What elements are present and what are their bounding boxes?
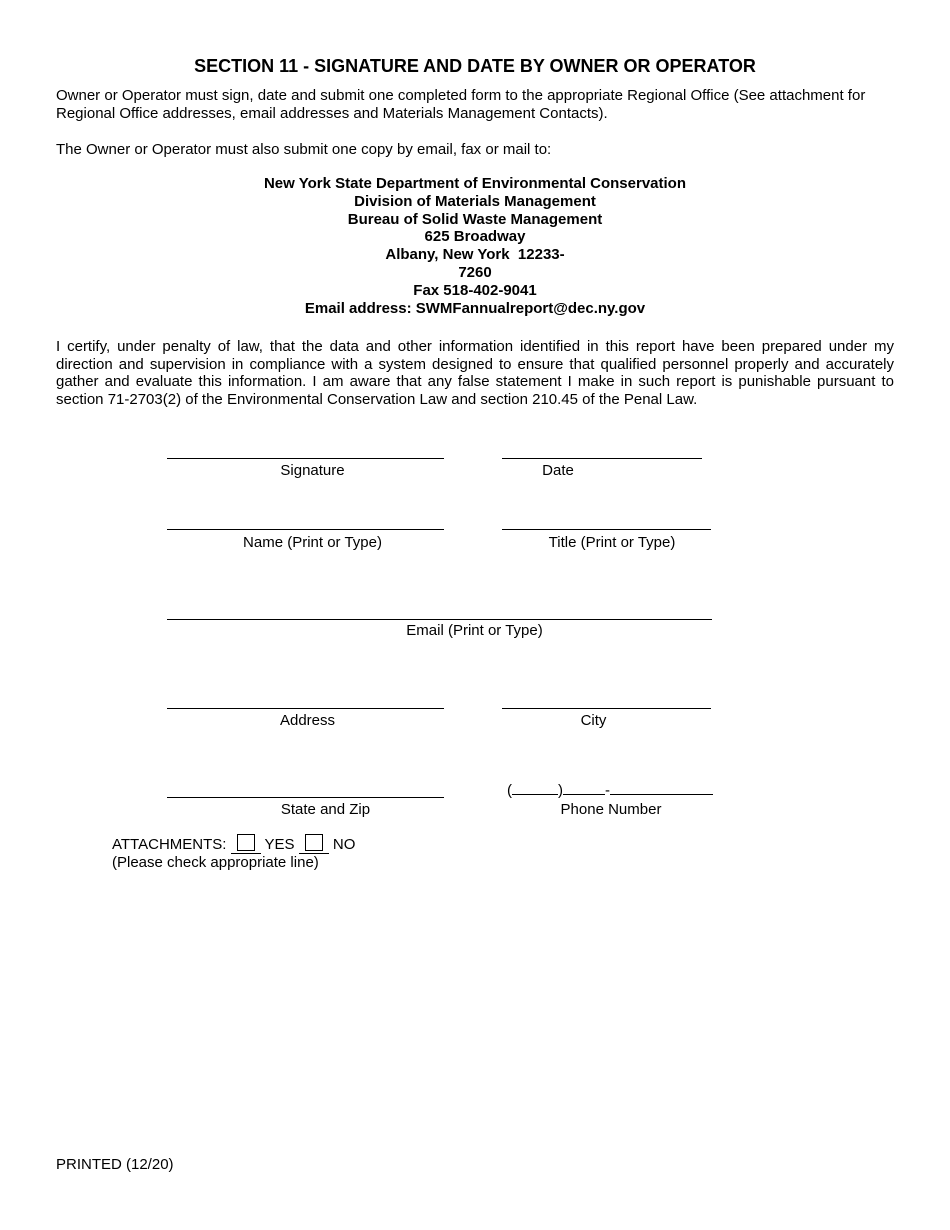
certification-statement: I certify, under penalty of law, that the data and other information identified in this report have been prepared under my direction and supervision in compliance with a system designed to ensure that qualified personnel properly and accurately gather and evaluate this information. I am aware that any false statement I make in such report is punishable pursuant to section 71-2703(2) of the Environmental Conservation Law and section 210.45 of the Penal Law. <box>56 338 894 408</box>
name-label: Name (Print or Type) <box>243 534 382 551</box>
date-line[interactable] <box>502 458 702 459</box>
city-label: City <box>580 712 607 729</box>
title-label: Title (Print or Type) <box>548 534 676 551</box>
submit-copy-instruction: The Owner or Operator must also submit one copy by email, fax or mail to: <box>56 141 552 158</box>
no-label: NO <box>332 836 356 853</box>
state-zip-line[interactable] <box>167 797 444 798</box>
attachments-row <box>112 834 355 854</box>
no-checkbox[interactable] <box>305 834 323 851</box>
printed-date-footer: PRINTED (12/20) <box>56 1156 174 1173</box>
email-line[interactable] <box>167 619 712 620</box>
address-street: 625 Broadway <box>424 228 526 246</box>
address-fax: Fax 518-402-9041 <box>413 281 537 299</box>
signature-label: Signature <box>280 462 345 479</box>
state-zip-label: State and Zip <box>280 801 371 818</box>
attachments-label: ATTACHMENTS: <box>112 836 227 853</box>
phone-area-code-blank[interactable] <box>512 794 558 795</box>
section-title: SECTION 11 - SIGNATURE AND DATE BY OWNER OR OPERATOR <box>194 56 756 76</box>
date-label: Date <box>542 462 574 479</box>
attachments-no-blank[interactable] <box>299 834 329 854</box>
name-line[interactable] <box>167 529 444 530</box>
phone-dash: - <box>605 782 610 799</box>
phone-label: Phone Number <box>560 801 662 818</box>
address-agency: New York State Department of Environmental Conservation <box>263 175 687 192</box>
mailing-address-block <box>0 175 950 317</box>
signature-line[interactable] <box>167 458 444 459</box>
address-label: Address <box>279 712 336 729</box>
title-line[interactable] <box>502 529 711 530</box>
email-label: Email (Print or Type) <box>406 622 543 639</box>
address-zip-ext: 7260 <box>458 263 492 281</box>
attachments-yes-blank[interactable] <box>231 834 261 854</box>
phone-open-paren: ( <box>507 782 512 799</box>
intro-paragraph: Owner or Operator must sign, date and submit one completed form to the appropriate Regional Office (See attachment for Regional Office addresses, email addresses and Materials Management Contacts). <box>56 87 866 122</box>
phone-number-field[interactable] <box>507 782 713 799</box>
address-bureau: Bureau of Solid Waste Management <box>347 210 603 228</box>
yes-checkbox[interactable] <box>237 834 255 851</box>
address-email: Email address: SWMFannualreport@dec.ny.gov <box>304 299 646 317</box>
address-city-zip: Albany, New York 12233- <box>385 246 565 264</box>
address-line[interactable] <box>167 708 444 709</box>
yes-label: YES <box>264 836 295 853</box>
address-division: Division of Materials Management <box>354 192 596 210</box>
attachments-note: (Please check appropriate line) <box>112 854 319 871</box>
phone-prefix-blank[interactable] <box>563 794 605 795</box>
city-line[interactable] <box>502 708 711 709</box>
phone-close-paren: ) <box>558 782 563 799</box>
phone-line-blank[interactable] <box>610 794 713 795</box>
